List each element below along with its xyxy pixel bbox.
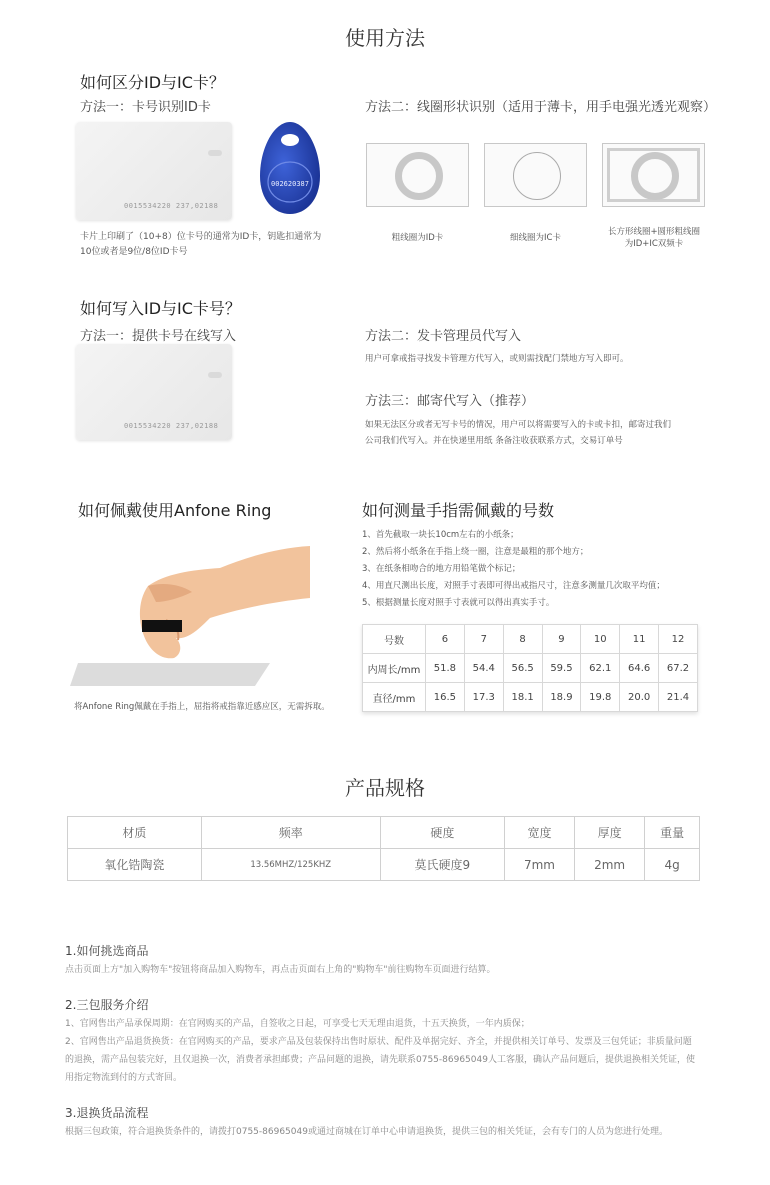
- measure-heading: 如何测量手指需佩戴的号数: [362, 501, 555, 520]
- spec-header: 频率: [201, 817, 380, 849]
- table-cell: 12: [659, 625, 698, 654]
- thick-coil-card: [366, 143, 469, 207]
- info-section1-text: 点击页面上方"加入购物车"按钮将商品加入购物车，再点击页面右上角的"购物车"前往购物车页面进行结算。: [65, 965, 496, 975]
- card-slot: [208, 372, 222, 378]
- spec-value: 13.56MHZ/125KHZ: [201, 849, 380, 881]
- coil-label-dual-2: 为ID+IC双频卡: [624, 239, 684, 249]
- distinguish-method1-desc-1: 卡片上印刷了（10+8）位卡号的通常为ID卡，钥匙扣通常为: [80, 232, 322, 242]
- coil-label-thick: 粗线圈为ID卡: [391, 233, 444, 243]
- table-cell: 11: [620, 625, 659, 654]
- write-heading: 如何写入ID与IC卡号？: [80, 299, 241, 318]
- table-cell: 7: [464, 625, 503, 654]
- table-cell: 18.1: [503, 683, 542, 712]
- table-cell: 62.1: [581, 654, 620, 683]
- measure-step: 1、首先截取一块长10cm左右的小纸条；: [362, 530, 519, 540]
- spec-value: 4g: [645, 849, 700, 881]
- card-slot: [208, 150, 222, 156]
- spec-value: 7mm: [504, 849, 574, 881]
- spec-table: [67, 816, 700, 881]
- spec-title: 产品规格: [345, 776, 425, 800]
- info-section2-line2: 2、官网售出产品退货换货：在官网购买的产品，要求产品及包装保持出售时原状、配件及单据完好、齐全，并提供相关订单号、发票及三包凭证；非质量问题: [65, 1037, 692, 1047]
- coil-label-dual-1: 长方形线圈+圆形粗线圈: [607, 227, 701, 237]
- dual-coil-ring: [631, 152, 679, 200]
- write-method3-title: 方法三：邮寄代写入（推荐）: [365, 394, 535, 409]
- thick-coil-ring: [395, 152, 443, 200]
- write-card-image: [76, 344, 232, 440]
- table-row: [363, 625, 698, 654]
- table-cell: 直径/mm: [363, 683, 426, 712]
- info-section2-line3: 的退换，需产品包装完好，且仅退换一次，消费者承担邮费；产品问题的退换，请先联系0755-86965049人工客服，确认产品问题后，提供退换相关凭证，使: [65, 1055, 695, 1065]
- card-number: 0015534220 237,02188: [124, 202, 219, 210]
- spec-header: 厚度: [575, 817, 645, 849]
- table-row: [68, 849, 700, 881]
- page-title: 使用方法: [345, 26, 425, 50]
- dual-coil-card: [602, 143, 705, 207]
- thin-coil-card: [484, 143, 587, 207]
- write-method3-desc-2: 公司我们代写入。并在快递里用纸 条备注收获联系方式，交易订单号: [365, 436, 623, 446]
- table-cell: 51.8: [426, 654, 465, 683]
- spec-header: 材质: [68, 817, 202, 849]
- table-row: [363, 654, 698, 683]
- measure-step: 2、然后将小纸条在手指上绕一圈，注意是最粗的那个地方；: [362, 547, 589, 557]
- table-cell: 号数: [363, 625, 426, 654]
- table-cell: 19.8: [581, 683, 620, 712]
- info-section2-title: 2.三包服务介绍: [65, 998, 149, 1012]
- write-method3-desc-1: 如果无法区分或者无写卡号的情况，用户可以将需要写入的卡或卡扣，邮寄过我们: [365, 420, 672, 430]
- spec-header: 宽度: [504, 817, 574, 849]
- table-cell: 9: [542, 625, 581, 654]
- measure-step: 4、用直尺测出长度，对照手寸表即可得出戒指尺寸，注意多测量几次取平均值；: [362, 581, 665, 591]
- table-cell: 56.5: [503, 654, 542, 683]
- spec-value: 氧化锆陶瓷: [68, 849, 202, 881]
- spec-header: 硬度: [380, 817, 504, 849]
- table-row: [68, 817, 700, 849]
- table-cell: 17.3: [464, 683, 503, 712]
- wear-heading: 如何佩戴使用Anfone Ring: [78, 501, 272, 520]
- table-cell: 59.5: [542, 654, 581, 683]
- distinguish-heading: 如何区分ID与IC卡？: [80, 73, 225, 92]
- spec-header: 重量: [645, 817, 700, 849]
- table-cell: 10: [581, 625, 620, 654]
- wear-caption: 将Anfone Ring佩戴在手指上，屈指将戒指靠近感应区，无需拆取。: [74, 702, 330, 712]
- measure-step: 5、根据测量长度对照手寸表就可以得出真实手寸。: [362, 598, 555, 608]
- table-cell: 内周长/mm: [363, 654, 426, 683]
- table-row: [363, 683, 698, 712]
- distinguish-method1-title: 方法一：卡号识别ID卡: [80, 100, 211, 115]
- table-cell: 8: [503, 625, 542, 654]
- table-cell: 18.9: [542, 683, 581, 712]
- table-cell: 64.6: [620, 654, 659, 683]
- info-section1-title: 1.如何挑选商品: [65, 944, 149, 958]
- write-method2-title: 方法二：发卡管理员代写入: [365, 329, 522, 344]
- table-cell: 54.4: [464, 654, 503, 683]
- coil-label-thin: 细线圈为IC卡: [510, 233, 561, 243]
- write-method1-title: 方法一：提供卡号在线写入: [80, 329, 237, 344]
- distinguish-method2-title: 方法二：线圈形状识别（适用于薄卡，用手电强光透光观察）: [365, 100, 717, 115]
- measure-steps: [362, 527, 665, 612]
- distinguish-method1-desc-2: 10位或者是9位/8位ID卡号: [80, 247, 188, 257]
- key-fob-image: [252, 118, 328, 218]
- spec-value: 2mm: [575, 849, 645, 881]
- write-method2-desc: 用户可拿戒指寻找发卡管理方代写入，或则需找配门禁地方写入即可。: [365, 354, 629, 364]
- table-cell: 21.4: [659, 683, 698, 712]
- table-cell: 16.5: [426, 683, 465, 712]
- ring-size-table: [362, 624, 698, 712]
- info-section2-line4: 用指定物流到付的方式寄回。: [65, 1073, 183, 1083]
- spec-value: 莫氏硬度9: [380, 849, 504, 881]
- hand-wearing-ring-image: [70, 528, 310, 688]
- card-number: 0015534220 237,02188: [124, 422, 219, 430]
- thin-coil-ring: [513, 152, 561, 200]
- info-section3-text: 根据三包政策，符合退换货条件的，请拨打0755-86965049或通过商城在订单中心申请退换货，提供三包的相关凭证，会有专门的人员为您进行处理。: [65, 1127, 668, 1137]
- measure-step: 3、在纸条相吻合的地方用铅笔做个标记；: [362, 564, 521, 574]
- info-section2-line1: 1、官网售出产品承保周期：在官网购买的产品，自签收之日起，可享受七天无理由退货，十五天换货，一年内质保；: [65, 1019, 530, 1029]
- fob-number: 002620387: [271, 180, 309, 188]
- table-cell: 67.2: [659, 654, 698, 683]
- table-cell: 6: [426, 625, 465, 654]
- table-cell: 20.0: [620, 683, 659, 712]
- info-section3-title: 3.退换货品流程: [65, 1106, 149, 1120]
- id-card-image: [76, 122, 232, 220]
